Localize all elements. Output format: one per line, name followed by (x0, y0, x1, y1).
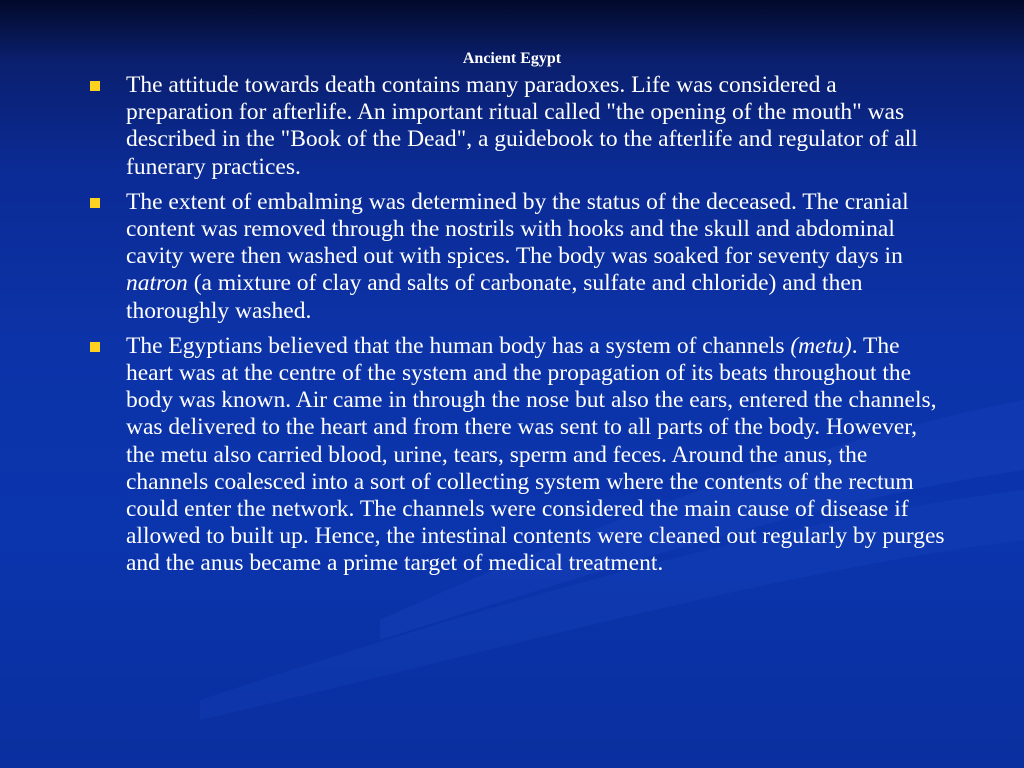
bullet-list (86, 72, 946, 586)
slide-title: Ancient Egypt (462, 50, 562, 67)
bullet-item-3 (86, 333, 946, 578)
bullet-text-3-part-1: The Egyptians believed that the human body has a system of channels (126, 332, 791, 359)
bullet-text-3-emphasis: (metu) (790, 332, 852, 359)
bullet-text-2-emphasis: natron (126, 270, 188, 297)
bullet-text-2 (126, 189, 946, 325)
bullet-square-icon (90, 342, 100, 352)
bullet-item-2 (86, 189, 946, 325)
bullet-item-1 (86, 72, 946, 181)
bullet-text-2-part-1: The extent of embalming was determined by the status of the deceased. The cranial content was removed through the nostrils with hooks and the skull and abdominal cavity were then washed out with spices. The body was soaked for seventy days in (126, 188, 909, 270)
bullet-text-3-part-2: . The heart was at the centre of the system and the propagation of its beats throughout the body was known. Air came in through the nose but also the ears, entered the channels, was delivered to the heart and from there was sent to all parts of the body. However, the metu also carried blood, urine, tears, sperm and feces. Around the anus, the channels coalesced into a sort of collecting system where the contents of the rectum could enter the network. The channels were considered the main cause of disease if allowed to built up. Hence, the intestinal contents were cleaned out regularly by purges and the anus became a prime target of medical treatment. (126, 332, 945, 577)
bullet-text-2-part-2: (a mixture of clay and salts of carbonate, sulfate and chloride) and then thoroughly washed. (126, 270, 863, 324)
bullet-text-1: The attitude towards death contains many paradoxes. Life was considered a preparation for afterlife. An important ritual called "the opening of the mouth" was described in the "Book of the Dead", a guidebook to the afterlife and regulator of all funerary practices. (126, 72, 918, 180)
bullet-square-icon (90, 198, 100, 208)
bullet-square-icon (90, 81, 100, 91)
bullet-text-3 (126, 333, 946, 578)
